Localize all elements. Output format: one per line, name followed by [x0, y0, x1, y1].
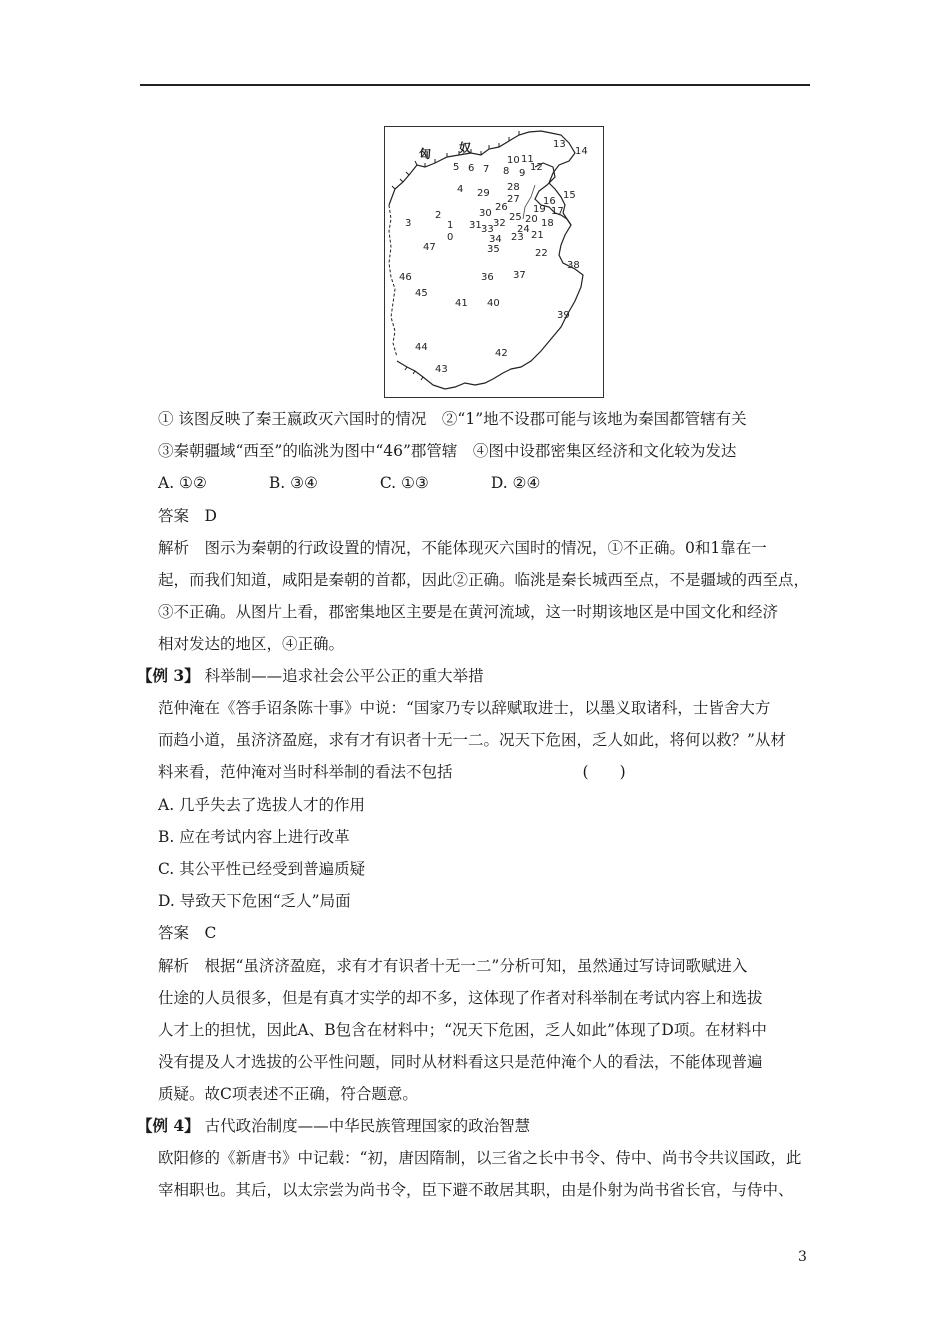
map-label: 12	[530, 162, 543, 173]
map-label: 24	[517, 224, 530, 235]
map-label: 47	[423, 242, 436, 253]
map-label: 20	[525, 214, 538, 225]
example-4-title: 古代政治制度——中华民族管理国家的政治智慧	[204, 1117, 531, 1135]
map-label: 4	[457, 184, 464, 195]
map-label: 19	[533, 204, 546, 215]
map-label: 23	[511, 232, 524, 243]
map-label: 40	[487, 298, 500, 309]
map-title-nu: 奴	[459, 141, 472, 155]
example-4-tag: 【例 4】	[137, 1116, 200, 1135]
map-label: 25	[509, 212, 522, 223]
map-label: 18	[541, 218, 554, 229]
map-title-xiong: 匈	[419, 147, 432, 161]
map-label: 45	[415, 288, 428, 299]
ex4-stem-line: 欧阳修的《新唐书》中记载：“初，唐因隋制，以三省之长中书令、侍中、尚书令共议国政，此	[158, 1149, 802, 1167]
ex4-stem-line: 宰相职也。其后，以太宗尝为尚书令，臣下避不敢居其职，由是仆射为尚书省长官，与侍中、	[158, 1181, 794, 1199]
map-label: 9	[519, 168, 526, 179]
map-label: 2	[435, 210, 442, 221]
map-label: 41	[455, 298, 468, 309]
q2-analysis-line: ③不正确。从图片上看，郡密集地区主要是在黄河流域，这一时期该地区是中国文化和经济	[158, 603, 779, 621]
map-label: 5	[453, 162, 460, 173]
map-label: 34	[489, 234, 502, 245]
ex3-analysis-line: 人才上的担忧，因此A、B包含在材料中；“况天下危困，乏人如此”体现了D项。在材料中	[158, 1021, 767, 1039]
map-label: 32	[493, 218, 506, 229]
map-label: 15	[563, 190, 576, 201]
ex3-analysis-line: 解析 根据“虽济济盈庭，求有才有识者十无一二”分析可知，虽然通过写诗词歌赋进入	[158, 957, 748, 975]
map-label: 7	[483, 164, 490, 175]
ex3-answer-paren: ( )	[582, 763, 626, 781]
map-label: 16	[543, 196, 556, 207]
ex3-analysis-line: 仕途的人员很多，但是有真才实学的却不多，这体现了作者对科举制在考试内容上和选拔	[158, 989, 763, 1007]
map-label: 3	[405, 218, 412, 229]
ex3-analysis-line: 没有提及人才选拔的公平性问题，同时从材料看这只是范仲淹个人的看法，不能体现普遍	[158, 1053, 763, 1071]
map-label: 13	[553, 139, 566, 150]
map-label: 10	[507, 155, 520, 166]
map-label: 14	[575, 146, 588, 157]
ex3-stem-line-last	[158, 761, 626, 783]
qin-commandery-map	[384, 126, 604, 398]
map-label: 1	[447, 220, 454, 231]
map-label: 28	[507, 182, 520, 193]
map-label: 0	[447, 232, 454, 243]
map-label: 6	[468, 163, 475, 174]
map-label: 33	[481, 224, 494, 235]
q2-answer: 答案 D	[158, 507, 217, 525]
map-label: 30	[479, 208, 492, 219]
map-label: 38	[567, 260, 580, 271]
map-label: 17	[551, 206, 564, 217]
map-label: 21	[531, 230, 544, 241]
header-rule	[140, 84, 810, 86]
map-label: 37	[513, 270, 526, 281]
q2-analysis-line: 起，而我们知道，咸阳是秦朝的首都，因此②正确。临洮是秦长城西至点，不是疆域的西至点，	[158, 571, 810, 589]
map-label: 27	[507, 194, 520, 205]
map-label: 26	[495, 202, 508, 213]
example-3-tag: 【例 3】	[137, 666, 200, 685]
map-label: 8	[503, 166, 510, 177]
map-label: 43	[435, 364, 448, 375]
example-4-heading	[137, 1115, 530, 1137]
map-label: 22	[535, 248, 548, 259]
example-3-heading	[137, 665, 484, 687]
page-number: 3	[798, 1249, 807, 1265]
ex3-answer: 答案 C	[158, 924, 217, 942]
ex3-option-c: C. 其公平性已经受到普遍质疑	[158, 860, 366, 878]
map-label: 39	[557, 310, 570, 321]
ex3-stem-line: 范仲淹在《答手诏条陈十事》中说：“国家乃专以辞赋取进士，以墨义取诸科，士皆舍大方	[158, 699, 771, 717]
q2-analysis-line: 解析 图示为秦朝的行政设置的情况，不能体现灭六国时的情况，①不正确。0和1靠在一	[158, 539, 767, 557]
ex3-option-a: A. 几乎失去了选拔人才的作用	[158, 796, 366, 814]
ex3-analysis-line: 质疑。故C项表述不正确，符合题意。	[158, 1085, 418, 1103]
q2-statement-2: ③秦朝疆域“西至”的临洮为图中“46”郡管辖 ④图中设郡密集区经济和文化较为发达	[158, 442, 737, 460]
map-label: 36	[481, 272, 494, 283]
map-label: 44	[415, 342, 428, 353]
map-label: 29	[477, 188, 490, 199]
example-3-title: 科举制——追求社会公平公正的重大举措	[204, 667, 484, 685]
map-label: 11	[521, 154, 534, 165]
ex3-stem-text: 料来看，范仲淹对当时科举制的看法不包括	[158, 763, 453, 781]
map-label: 31	[469, 220, 482, 231]
ex3-option-b: B. 应在考试内容上进行改革	[158, 828, 350, 846]
map-label: 35	[487, 244, 500, 255]
q2-options: A. ①② B. ③④ C. ①③ D. ②④	[158, 474, 541, 492]
map-label: 46	[399, 272, 412, 283]
ex3-option-d: D. 导致天下危困“乏人”局面	[158, 892, 351, 910]
q2-analysis-line: 相对发达的地区，④正确。	[158, 635, 345, 653]
map-label: 42	[495, 348, 508, 359]
ex3-stem-line: 而趋小道，虽济济盈庭，求有才有识者十无一二。况天下危困，乏人如此，将何以救？”从材	[158, 731, 786, 749]
q2-statement-1: ① 该图反映了秦王嬴政灭六国时的情况 ②“1”地不设郡可能与该地为秦国都管辖有关	[158, 410, 747, 428]
